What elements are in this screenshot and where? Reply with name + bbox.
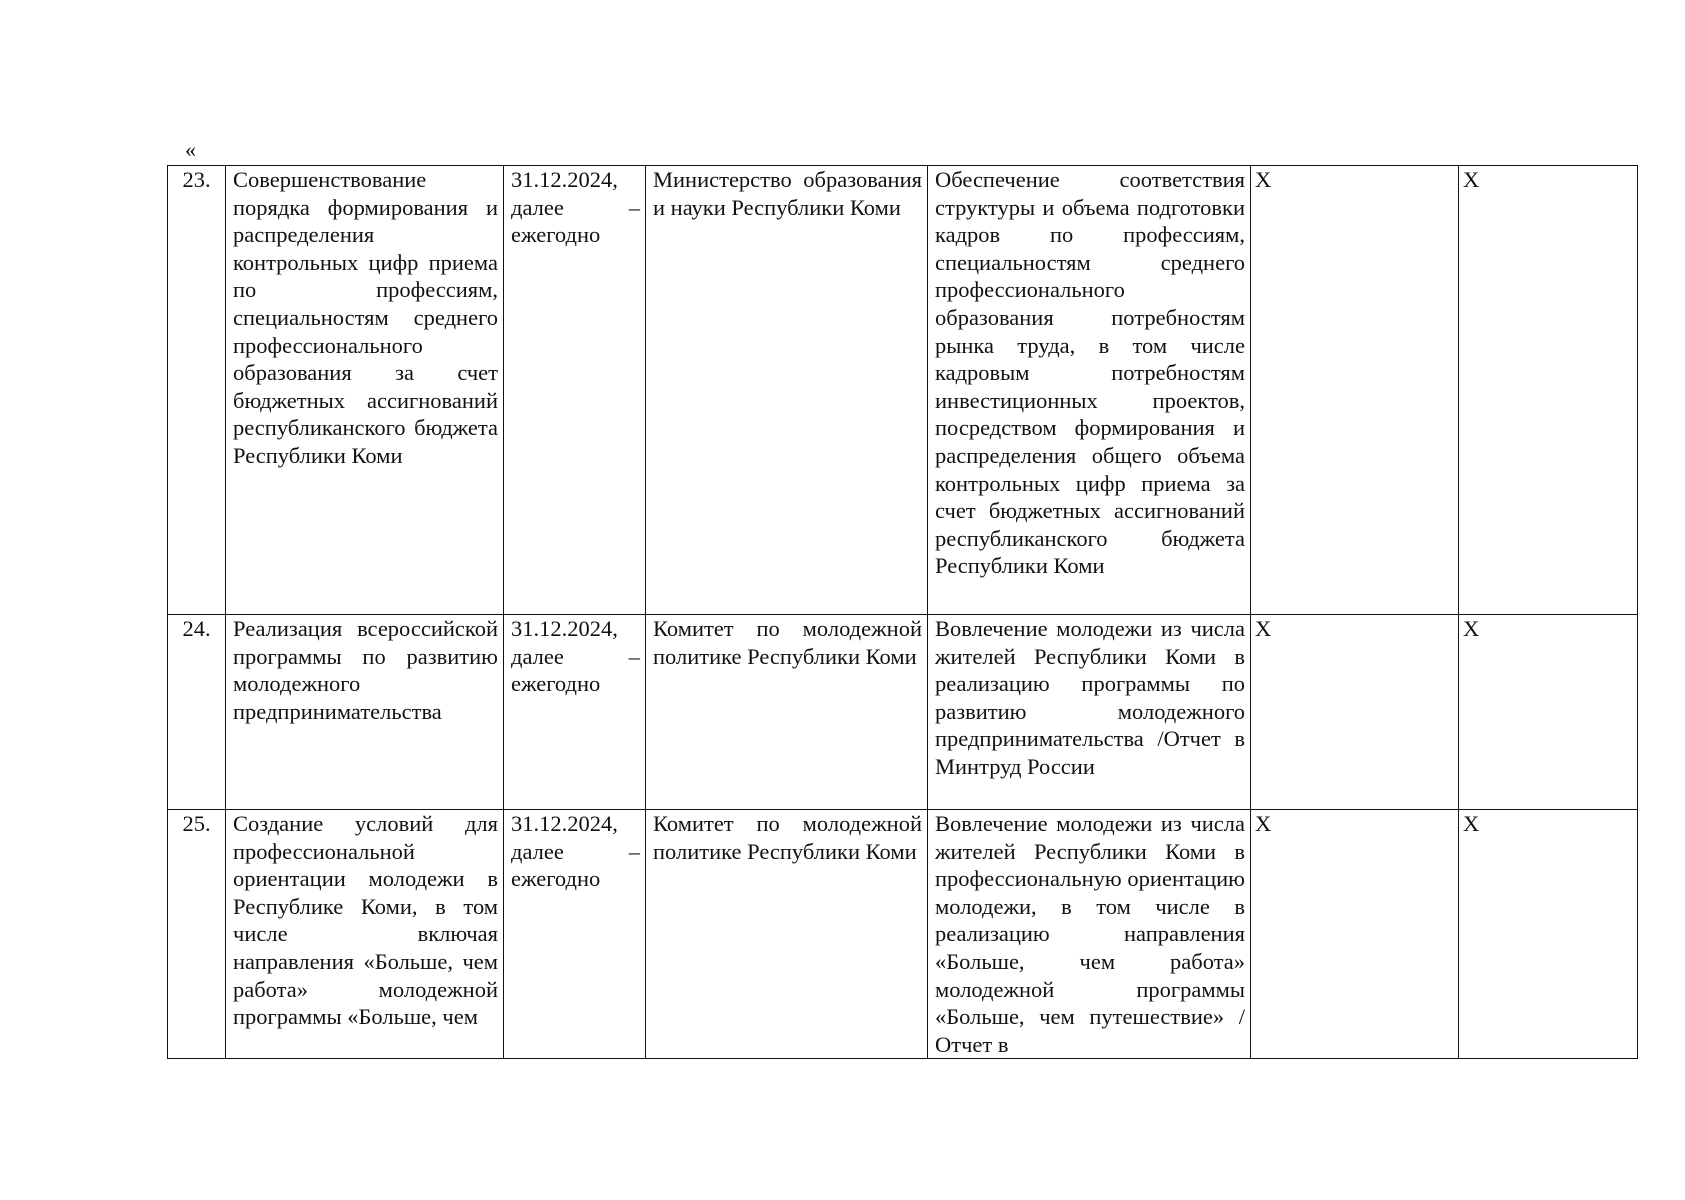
deadline-dash: – bbox=[628, 643, 640, 669]
row-number: 25. bbox=[168, 810, 226, 1059]
deadline-further: далее bbox=[511, 643, 564, 669]
result-cell: Обеспечение соответствия структуры и объема подготовки кадров по профессиям, специальностям среднего профессионального образования потребностям рынка труда, в том числе кадровым потребностям инвестиционных проектов, посредством формирования и распределения общего объема контрольных цифр приема за счет бюджетных ассигнований республиканского бюджета Республики Коми bbox=[928, 166, 1251, 615]
table-row bbox=[168, 810, 1638, 1059]
deadline-date: 31.12.2024, bbox=[511, 167, 618, 192]
mark-cell-2: Х bbox=[1459, 615, 1638, 810]
mark-cell-1: Х bbox=[1251, 810, 1459, 1059]
deadline-date: 31.12.2024, bbox=[511, 811, 618, 836]
activity-cell: Совершенствование порядка формирования и распределения контрольных цифр приема по профессиям, специальностям среднего профессионального образования за счет бюджетных ассигнований республиканского бюджета Республики Коми bbox=[226, 166, 504, 615]
table-row bbox=[168, 166, 1638, 615]
deadline-cell bbox=[504, 615, 646, 810]
mark-cell-2: Х bbox=[1459, 166, 1638, 615]
responsible-cell: Министерство образования и науки Республики Коми bbox=[646, 166, 928, 615]
deadline-dash: – bbox=[628, 194, 640, 220]
row-number: 24. bbox=[168, 615, 226, 810]
deadline-further-line bbox=[511, 643, 640, 671]
deadline-further-line bbox=[511, 838, 640, 866]
deadline-further: далее bbox=[511, 838, 564, 864]
deadline-further-line bbox=[511, 194, 640, 222]
deadline-period: ежегодно bbox=[511, 222, 601, 248]
deadline-period: ежегодно bbox=[511, 671, 601, 697]
deadline-period: ежегодно bbox=[511, 866, 601, 892]
responsible-cell: Комитет по молодежной политике Республики Коми bbox=[646, 615, 928, 810]
mark-cell-1: Х bbox=[1251, 615, 1459, 810]
activity-cell: Создание условий для профессиональной ориентации молодежи в Республике Коми, в том числе включая направления «Больше, чем работа» молодежной программы «Больше, чем bbox=[226, 810, 504, 1059]
row-number: 23. bbox=[168, 166, 226, 615]
continuation-quote-mark: « bbox=[185, 137, 196, 162]
table-row bbox=[168, 615, 1638, 810]
mark-cell-1: Х bbox=[1251, 166, 1459, 615]
responsible-cell: Комитет по молодежной политике Республики Коми bbox=[646, 810, 928, 1059]
activity-cell: Реализация всероссийской программы по развитию молодежного предпринимательства bbox=[226, 615, 504, 810]
deadline-dash: – bbox=[628, 838, 640, 864]
mark-cell-2: Х bbox=[1459, 810, 1638, 1059]
result-cell: Вовлечение молодежи из числа жителей Республики Коми в реализацию программы по развитию молодежного предпринимательства /Отчет в Минтруд России bbox=[928, 615, 1251, 810]
deadline-date: 31.12.2024, bbox=[511, 616, 618, 641]
deadline-cell bbox=[504, 810, 646, 1059]
result-cell: Вовлечение молодежи из числа жителей Республики Коми в профессиональную ориентацию молодежи, в том числе в реализацию направления «Больше, чем работа» молодежной программы «Больше, чем путешествие» /Отчет в bbox=[928, 810, 1251, 1059]
deadline-cell bbox=[504, 166, 646, 615]
deadline-further: далее bbox=[511, 194, 564, 220]
measures-table bbox=[167, 165, 1638, 1059]
